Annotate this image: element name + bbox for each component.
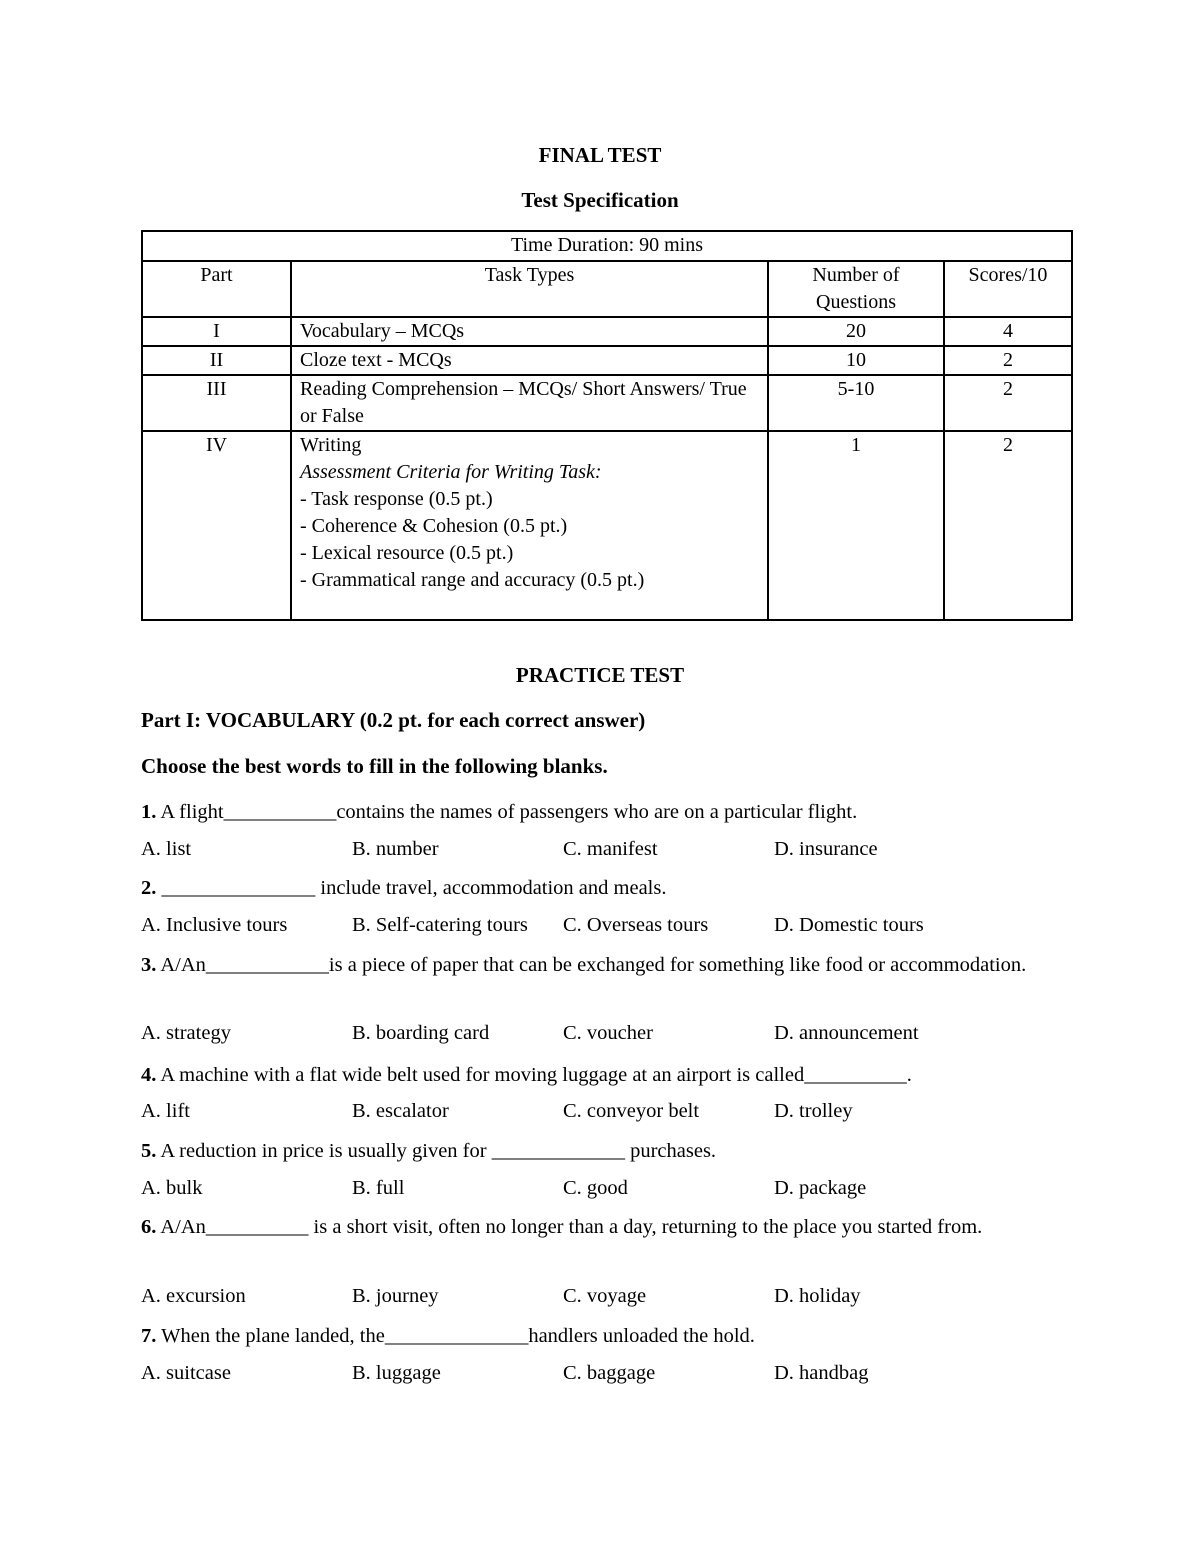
- question-stem: A machine with a flat wide belt used for moving luggage at an airport is called__________.: [156, 1064, 912, 1086]
- question-text: [141, 1059, 1071, 1091]
- question-number: 2.: [141, 877, 157, 899]
- task-cell: Vocabulary – MCQs: [291, 317, 768, 346]
- option-d: D. handbag: [774, 1362, 869, 1384]
- table-row: [142, 317, 1072, 346]
- option-a: A. strategy: [141, 1022, 231, 1044]
- option-b: B. journey: [352, 1285, 439, 1307]
- table-row: [142, 375, 1072, 431]
- criteria-item: - Task response (0.5 pt.): [300, 488, 493, 510]
- duration-cell: Time Duration: 90 mins: [142, 231, 1072, 261]
- duration-row: [142, 231, 1072, 261]
- option-a: A. Inclusive tours: [141, 914, 288, 936]
- answer-options: [141, 914, 1071, 937]
- score-cell: 2: [944, 431, 1072, 620]
- option-b: B. boarding card: [352, 1022, 490, 1044]
- questions-cell: 10: [768, 346, 944, 375]
- option-b: B. Self-catering tours: [352, 914, 528, 936]
- table-row: [142, 346, 1072, 375]
- practice-title: PRACTICE TEST: [515, 663, 685, 687]
- option-c: C. good: [563, 1177, 628, 1199]
- option-d: D. package: [774, 1177, 867, 1199]
- question-text: [141, 1135, 1071, 1167]
- question-number: 3.: [141, 954, 157, 976]
- option-a: A. bulk: [141, 1177, 203, 1199]
- option-c: C. voyage: [563, 1285, 647, 1307]
- question-text: [141, 949, 1071, 981]
- option-d: D. holiday: [774, 1285, 861, 1307]
- question-number: 4.: [141, 1064, 157, 1086]
- document-title: FINAL TEST: [538, 143, 662, 167]
- criteria-item: - Coherence & Cohesion (0.5 pt.): [300, 515, 568, 537]
- question-number: 6.: [141, 1216, 157, 1238]
- questions-cell: 1: [768, 431, 944, 620]
- option-d: D. Domestic tours: [774, 914, 924, 936]
- option-d: D. announcement: [774, 1022, 919, 1044]
- criteria-item: - Lexical resource (0.5 pt.): [300, 542, 514, 564]
- answer-options: [141, 1362, 1071, 1385]
- score-cell: 2: [944, 346, 1072, 375]
- task-cell: Reading Comprehension – MCQs/ Short Answers/ True or False: [291, 375, 768, 431]
- header-part: Part: [142, 261, 291, 317]
- option-d: D. insurance: [774, 838, 878, 860]
- option-a: A. excursion: [141, 1285, 246, 1307]
- part-cell: II: [142, 346, 291, 375]
- answer-options: [141, 1022, 1071, 1045]
- spec-table: [141, 230, 1073, 621]
- questions-cell: 20: [768, 317, 944, 346]
- option-a: A. lift: [141, 1100, 190, 1122]
- question-text: [141, 1320, 1071, 1352]
- instruction: Choose the best words to fill in the following blanks.: [141, 754, 608, 778]
- part-cell: IV: [142, 431, 291, 620]
- criteria-item: - Grammatical range and accuracy (0.5 pt.): [300, 569, 645, 591]
- task-label: Writing: [300, 434, 362, 456]
- header-number-of-questions: Number of Questions: [768, 261, 944, 317]
- answer-options: [141, 1285, 1071, 1308]
- answer-options: [141, 1100, 1071, 1123]
- header-task-types: Task Types: [291, 261, 768, 317]
- question-number: 5.: [141, 1140, 157, 1162]
- header-scores: Scores/10: [944, 261, 1072, 317]
- question-text: [141, 872, 1071, 904]
- part-heading: Part I: VOCABULARY (0.2 pt. for each correct answer): [141, 708, 646, 732]
- answer-options: [141, 1177, 1071, 1200]
- questions-cell: 5-10: [768, 375, 944, 431]
- option-a: A. suitcase: [141, 1362, 231, 1384]
- option-c: C. manifest: [563, 838, 658, 860]
- option-b: B. full: [352, 1177, 405, 1199]
- question-stem: When the plane landed, the______________handlers unloaded the hold.: [156, 1325, 755, 1347]
- option-b: B. escalator: [352, 1100, 449, 1122]
- option-a: A. list: [141, 838, 192, 860]
- option-c: C. Overseas tours: [563, 914, 709, 936]
- score-cell: 4: [944, 317, 1072, 346]
- part-cell: III: [142, 375, 291, 431]
- question-text: [141, 796, 1071, 828]
- score-cell: 2: [944, 375, 1072, 431]
- option-c: C. conveyor belt: [563, 1100, 700, 1122]
- part-cell: I: [142, 317, 291, 346]
- task-cell: Cloze text - MCQs: [291, 346, 768, 375]
- table-row: [142, 431, 1072, 620]
- question-stem: A flight___________contains the names of passengers who are on a particular flight.: [156, 801, 858, 823]
- option-c: C. voucher: [563, 1022, 653, 1044]
- criteria-heading: Assessment Criteria for Writing Task:: [300, 461, 602, 483]
- option-d: D. trolley: [774, 1100, 853, 1122]
- header-row: [142, 261, 1072, 317]
- answer-options: [141, 838, 1071, 861]
- question-stem: A/An__________ is a short visit, often no longer than a day, returning to the place you started from.: [156, 1216, 983, 1238]
- option-b: B. number: [352, 838, 439, 860]
- question-text: [141, 1211, 1071, 1243]
- question-stem: A/An____________is a piece of paper that can be exchanged for something like food or accommodation.: [156, 954, 1027, 976]
- question-stem: _______________ include travel, accommodation and meals.: [156, 877, 667, 899]
- option-c: C. baggage: [563, 1362, 656, 1384]
- spec-title: Test Specification: [521, 188, 679, 212]
- task-cell-writing: [291, 431, 768, 620]
- option-b: B. luggage: [352, 1362, 441, 1384]
- question-stem: A reduction in price is usually given for _____________ purchases.: [156, 1140, 717, 1162]
- question-number: 7.: [141, 1325, 157, 1347]
- question-number: 1.: [141, 801, 157, 823]
